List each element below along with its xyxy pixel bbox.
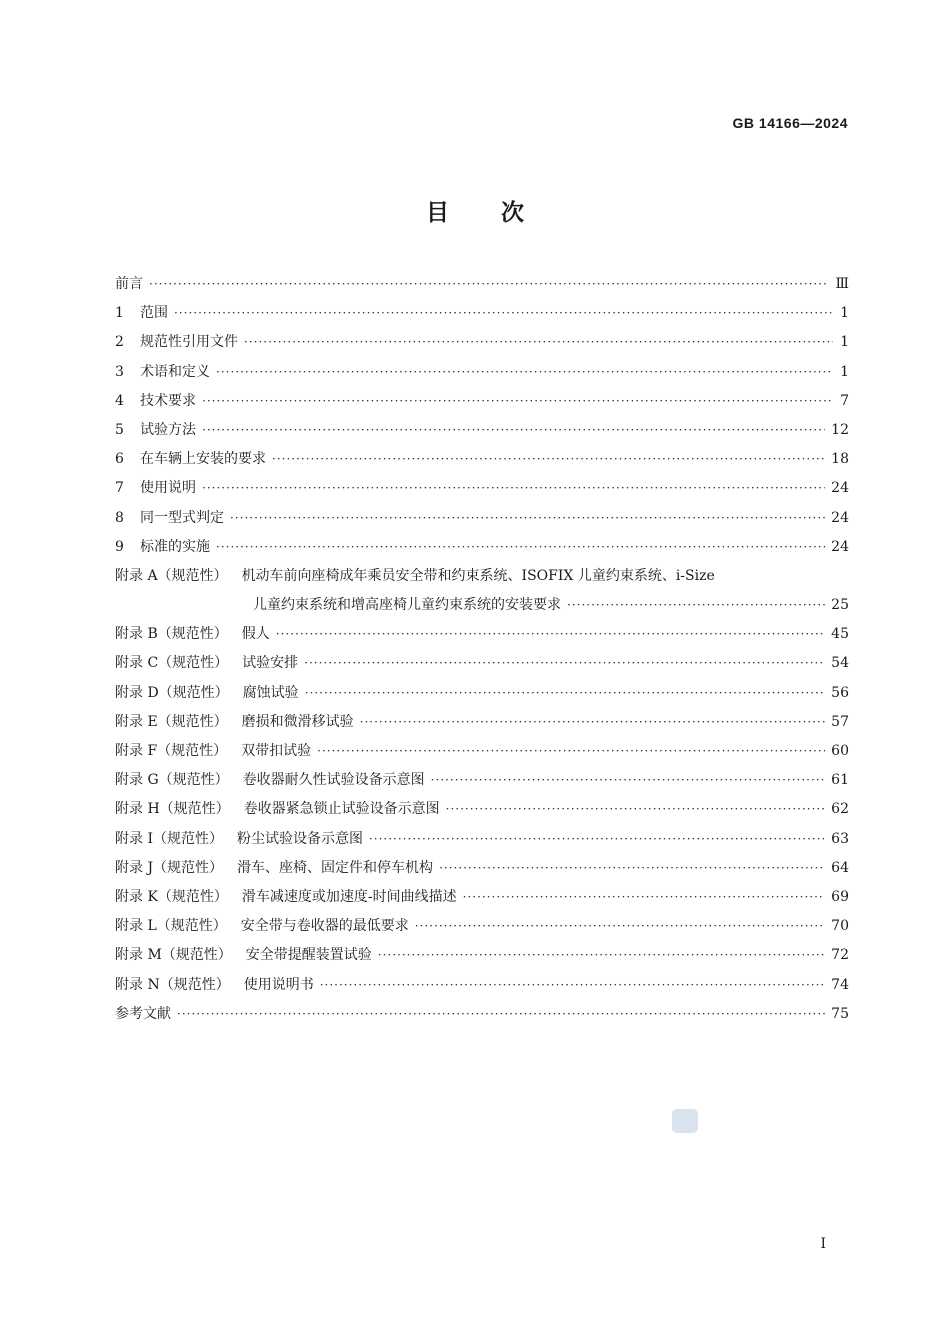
- leader-dots: [216, 533, 825, 562]
- annex-tag: 附录 K（规范性）: [115, 888, 228, 905]
- annex-tag: 附录 C（规范性）: [115, 655, 229, 672]
- toc-entry-label: 使用说明书: [243, 976, 314, 993]
- annex-tag: 附录 L（规范性）: [115, 918, 227, 935]
- toc-entry-label: 范围: [140, 305, 168, 322]
- annex-tag: 附录 G（规范性）: [115, 772, 229, 789]
- leader-dots: [369, 825, 825, 854]
- leader-dots: [276, 620, 825, 649]
- toc-entry-page: 1: [840, 334, 849, 351]
- leader-dots: [272, 445, 825, 474]
- toc-entry-page: 24: [831, 509, 849, 526]
- toc-entry-7[interactable]: [115, 474, 849, 503]
- toc-entry-number: 2: [115, 334, 124, 351]
- annex-tag: 附录 J（规范性）: [115, 859, 224, 876]
- toc-entry-number: 8: [115, 509, 124, 526]
- leader-dots: [202, 387, 833, 416]
- toc-entry-page: 57: [831, 713, 849, 730]
- toc-entry-page: 63: [831, 830, 849, 847]
- toc-entry-label: 规范性引用文件: [140, 334, 238, 351]
- toc-entry-page: 62: [831, 801, 849, 818]
- toc-entry-label: 假人: [241, 626, 270, 643]
- leader-dots: [317, 737, 825, 766]
- leader-dots: [230, 504, 825, 533]
- toc-entry-page: 74: [831, 976, 849, 993]
- toc-entry-label: 在车辆上安装的要求: [140, 451, 266, 468]
- toc-annex-m[interactable]: [115, 941, 849, 970]
- toc-entry-label: 滑车、座椅、固定件和停车机构: [237, 859, 434, 876]
- leader-dots: [378, 941, 825, 970]
- toc-entry-page: 61: [831, 772, 849, 789]
- leader-dots: [244, 328, 833, 357]
- toc-entry-label: 前言: [115, 276, 143, 292]
- toc-entry-label: 卷收器紧急锁止试验设备示意图: [243, 801, 440, 818]
- toc-entry-page: 72: [831, 947, 849, 964]
- toc-entry-label: 粉尘试验设备示意图: [236, 830, 363, 847]
- toc-entry-page: Ⅲ: [835, 276, 849, 292]
- toc-entry-number: 6: [115, 451, 124, 468]
- toc-entry-label: 术语和定义: [140, 363, 210, 380]
- toc-entry-number: 9: [115, 538, 124, 555]
- toc-entry-label: 标准的实施: [140, 538, 210, 555]
- leader-dots: [216, 358, 833, 387]
- annex-tag: 附录 H（规范性）: [115, 801, 230, 818]
- annex-tag: 附录 B（规范性）: [115, 626, 228, 643]
- toc-entry-foreword[interactable]: [115, 270, 849, 299]
- page-title: [0, 194, 950, 227]
- toc-entry-label: 技术要求: [140, 392, 196, 409]
- toc-entry-label: 参考文献: [115, 1005, 171, 1022]
- toc-entry-label: 双带扣试验: [241, 743, 312, 759]
- leader-dots: [415, 912, 825, 941]
- toc-entry-label: 儿童约束系统和增高座椅儿童约束系统的安装要求: [253, 597, 561, 614]
- toc-entry-6[interactable]: [115, 445, 849, 474]
- toc-entry-number: 4: [115, 392, 124, 409]
- toc-annex-a-line2[interactable]: [115, 591, 849, 620]
- toc-annex-i[interactable]: [115, 825, 849, 854]
- leader-dots: [431, 766, 826, 795]
- toc-entry-page: 12: [831, 421, 849, 438]
- leader-dots: [202, 474, 825, 503]
- toc-annex-b[interactable]: [115, 620, 849, 649]
- toc-entry-label: 滑车减速度或加速度-时间曲线描述: [241, 888, 457, 905]
- leader-dots: [177, 1000, 825, 1029]
- leader-dots: [320, 971, 825, 1000]
- toc-entry-4[interactable]: [115, 387, 849, 416]
- toc-annex-f[interactable]: [115, 737, 849, 766]
- toc-entry-9[interactable]: [115, 533, 849, 562]
- toc-annex-e[interactable]: [115, 708, 849, 737]
- toc-entry-8[interactable]: [115, 504, 849, 533]
- toc-entry-page: 64: [831, 859, 849, 876]
- standard-code: GB 14166—2024: [732, 115, 848, 131]
- leader-dots: [149, 270, 829, 299]
- toc-entry-page: 1: [840, 305, 849, 322]
- toc-entry-1[interactable]: [115, 299, 849, 328]
- toc-annex-c[interactable]: [115, 649, 849, 678]
- toc-entry-label: 试验方法: [140, 421, 196, 438]
- toc-entry-label: 磨损和微滑移试验: [241, 713, 354, 730]
- toc-entry-number: 1: [115, 305, 124, 322]
- toc-annex-d[interactable]: [115, 679, 849, 708]
- annex-tag: 附录 M（规范性）: [115, 947, 232, 964]
- toc-entry-label: 试验安排: [242, 655, 299, 672]
- annex-tag: 附录 A（规范性）: [115, 567, 228, 584]
- toc-entry-page: 56: [831, 684, 849, 701]
- annex-tag: 附录 N（规范性）: [115, 976, 230, 993]
- toc-entry-number: 5: [115, 421, 124, 438]
- footer-page-number: I: [820, 1236, 826, 1252]
- toc-annex-k[interactable]: [115, 883, 849, 912]
- toc-entry-label: 机动车前向座椅成年乘员安全带和约束系统、ISOFIX 儿童约束系统、i-Size: [241, 567, 715, 584]
- leader-dots: [360, 708, 826, 737]
- toc-entry-label: 安全带与卷收器的最低要求: [240, 918, 409, 935]
- title-char-left: 目: [426, 199, 449, 226]
- toc-entry-page: 7: [840, 392, 849, 409]
- toc-entry-label: 腐蚀试验: [242, 684, 299, 701]
- leader-dots: [439, 854, 825, 883]
- toc-annex-l[interactable]: [115, 912, 849, 941]
- annex-tag: 附录 F（规范性）: [115, 743, 228, 759]
- toc-annex-n[interactable]: [115, 971, 849, 1000]
- toc-entry-page: 25: [831, 597, 849, 614]
- toc-annex-g[interactable]: [115, 766, 849, 795]
- leader-dots: [305, 679, 825, 708]
- table-of-contents: [115, 270, 849, 1029]
- toc-entry-page: 75: [831, 1005, 849, 1022]
- toc-entry-2[interactable]: [115, 328, 849, 357]
- leader-dots: [304, 649, 825, 678]
- toc-entry-page: 60: [831, 743, 849, 759]
- toc-entry-page: 45: [831, 626, 849, 643]
- toc-entry-label: 卷收器耐久性试验设备示意图: [242, 772, 425, 789]
- toc-annex-j[interactable]: [115, 854, 849, 883]
- toc-annex-a-line1[interactable]: [115, 562, 849, 591]
- toc-entry-page: 24: [831, 538, 849, 555]
- toc-entry-number: 7: [115, 480, 124, 497]
- title-char-right: 次: [501, 199, 524, 226]
- leader-dots: [463, 883, 826, 912]
- leader-dots: [567, 591, 825, 620]
- toc-entry-page: 24: [831, 480, 849, 497]
- leader-dots: [446, 795, 826, 824]
- leader-dots: [202, 416, 825, 445]
- toc-entry-references[interactable]: [115, 1000, 849, 1029]
- watermark-logo-icon: [672, 1109, 698, 1133]
- toc-entry-page: 69: [831, 888, 849, 905]
- toc-entry-page: 1: [840, 363, 849, 380]
- toc-entry-page: 18: [831, 451, 849, 468]
- toc-entry-page: 70: [831, 918, 849, 935]
- toc-entry-label: 同一型式判定: [140, 509, 224, 526]
- annex-tag: 附录 I（规范性）: [115, 830, 223, 847]
- toc-entry-5[interactable]: [115, 416, 849, 445]
- toc-entry-label: 使用说明: [140, 480, 196, 497]
- annex-tag: 附录 E（规范性）: [115, 713, 228, 730]
- toc-entry-3[interactable]: [115, 358, 849, 387]
- toc-entry-label: 安全带提醒装置试验: [245, 947, 372, 964]
- toc-entry-number: 3: [115, 363, 124, 380]
- annex-tag: 附录 D（规范性）: [115, 684, 229, 701]
- leader-dots: [174, 299, 833, 328]
- toc-entry-page: 54: [831, 655, 849, 672]
- toc-annex-h[interactable]: [115, 795, 849, 824]
